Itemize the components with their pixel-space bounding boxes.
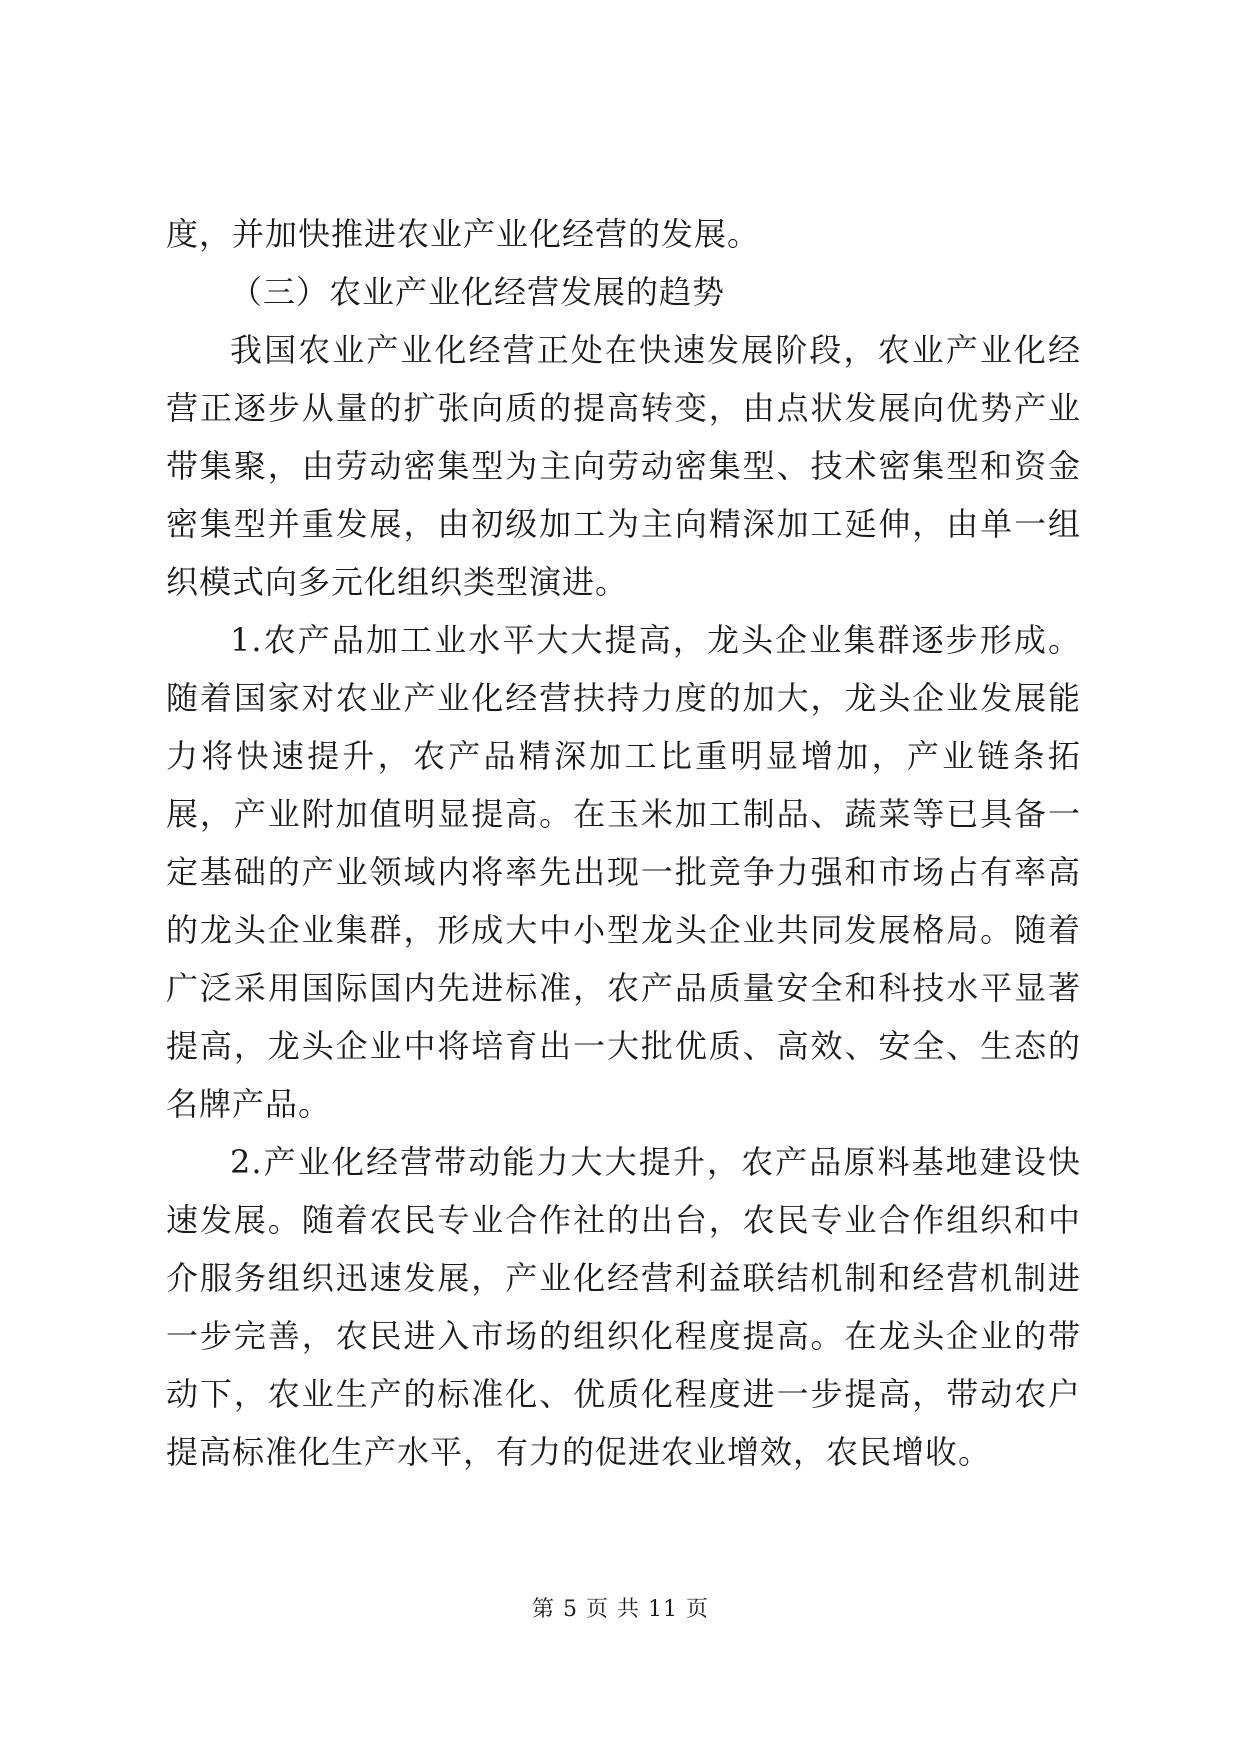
section-heading: （三）农业产业化经营发展的趋势 <box>230 273 726 311</box>
paragraph-item-2: 2.产业化经营带动能力大大提升，农产品原料基地建设快速发展。随着农民专业合作社的出台，农民专业合作组织和中介服务组织迅速发展，产业化经营利益联结机制和经营机制进一步完善，农民进入市场的组织化程度提高。在龙头企业的带动下，农业生产的标准化、优质化程度进一步提高，带动农户提高标准化生产水平，有力的促进农业增效，农民增收。 <box>166 1143 1081 1471</box>
document-body <box>166 205 1081 1481</box>
paragraph-item-1: 1.农产品加工业水平大大提高，龙头企业集群逐步形成。随着国家对农业产业化经营扶持力度的加大，龙头企业发展能力将快速提升，农产品精深加工比重明显增加，产业链条拓展，产业附加值明显提高。在玉米加工制品、蔬菜等已具备一定基础的产业领域内将率先出现一批竞争力强和市场占有率高的龙头企业集群，形成大中小型龙头企业共同发展格局。随着广泛采用国际国内先进标准，农产品质量安全和科技水平显著提高，龙头企业中将培育出一大批优质、高效、安全、生态的名牌产品。 <box>166 621 1081 1123</box>
page-number-footer: 第 5 页 共 11 页 <box>532 1597 709 1622</box>
paragraph-trend-intro: 我国农业产业化经营正处在快速发展阶段，农业产业化经营正逐步从量的扩张向质的提高转变，由点状发展向优势产业带集聚，由劳动密集型为主向劳动密集型、技术密集型和资金密集型并重发展，由初级加工为主向精深加工延伸，由单一组织模式向多元化组织类型演进。 <box>166 331 1081 601</box>
paragraph-continuation: 度，并加快推进农业产业化经营的发展。 <box>166 215 761 253</box>
